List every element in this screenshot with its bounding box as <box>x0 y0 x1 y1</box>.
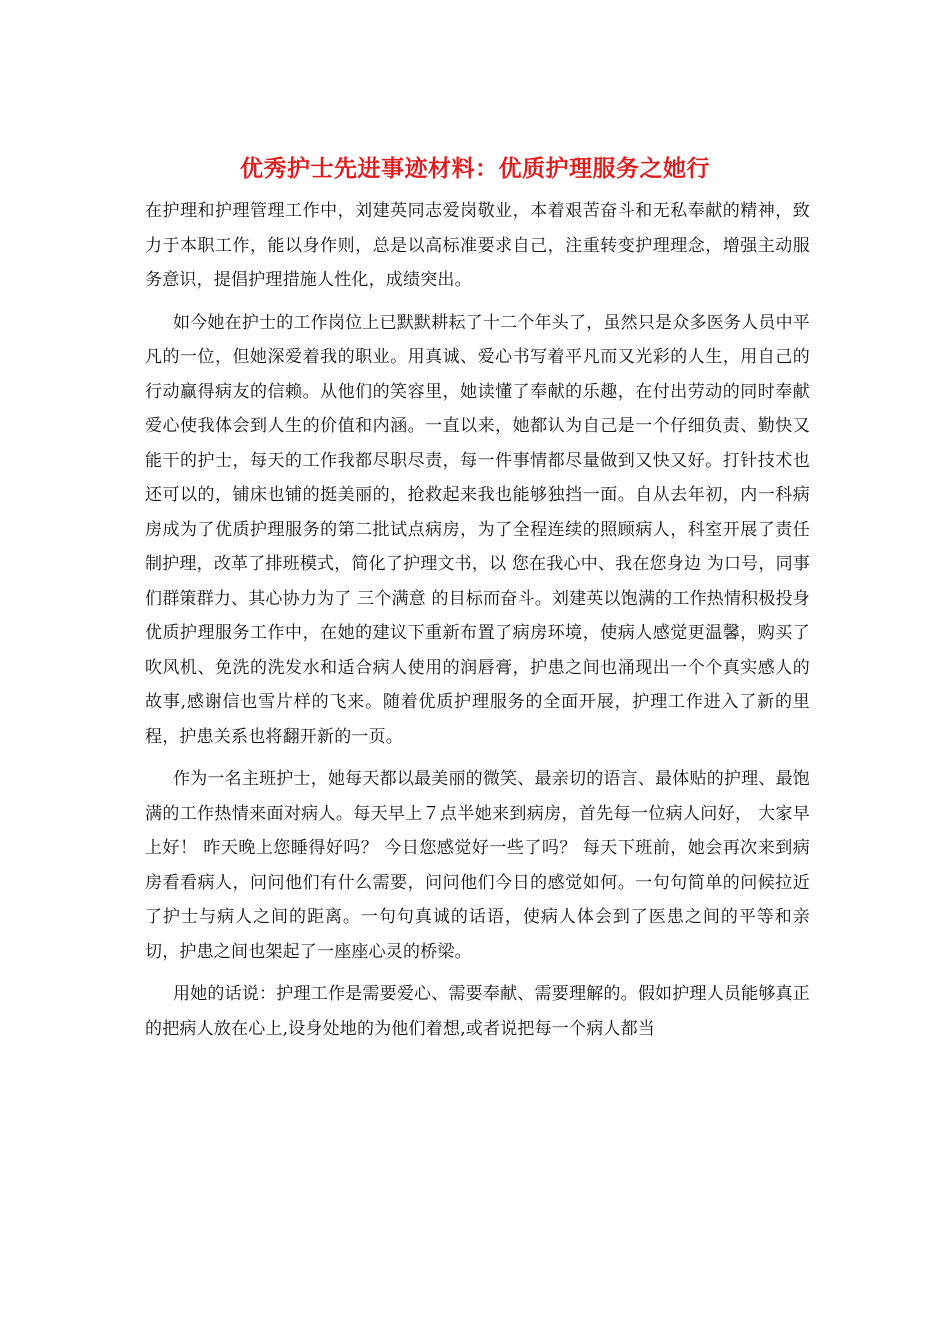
paragraph-career: 如今她在护士的工作岗位上已默默耕耘了十二个年头了，虽然只是众多医务人员中平凡的一位，但她深爱着我的职业。用真诚、爱心书写着平凡而又光彩的人生，用自己的行动赢得病友的信赖。从他们的笑容里，她读懂了奉献的乐趣，在付出劳动的同时奉献爱心使我体会到人生的价值和内涵。一直以来，她都认为自己是一个仔细负责、勤快又能干的护士，每天的工作我都尽职尽责，每一件事情都尽量做到又快又好。打针技术也还可以的，铺床也铺的挺美丽的，抢救起来我也能够独挡一面。自从去年初，内一科病房成为了优质护理服务的第二批试点病房，为了全程连续的照顾病人，科室开展了责任制护理，改革了排班模式，简化了护理文书，以 您在我心中、我在您身边 为口号，同事们群策群力、其心协力为了 三个满意 的目标而奋斗。刘建英以饱满的工作热情积极投身优质护理服务工作中，在她的建议下重新布置了病房环境，使病人感觉更温馨，购买了吹风机、免洗的洗发水和适合病人使用的润唇膏，护患之间也涌现出一个个真实感人的故事,感谢信也雪片样的飞来。随着优质护理服务的全面开展，护理工作进入了新的里程，护患关系也将翻开新的一页。 <box>145 312 810 747</box>
paragraph-daily-care: 作为一名主班护士，她每天都以最美丽的微笑、最亲切的语言、最体贴的护理、最饱满的工作热情来面对病人。每天早上７点半她来到病房，首先每一位病人问好， 大家早上好！ 昨天晚上您睡得好吗？ 今日您感觉好一些了吗？ 每天下班前，她会再次来到病房看看病人，问问他们有什么需要，问问他们今日的感觉如何。一句句简单的问候拉近了护士与病人之间的距离。一句句真诚的话语，使病人体会到了医患之间的平等和亲切，护患之间也架起了一座座心灵的桥梁。 <box>145 769 810 962</box>
document-body <box>145 194 810 1054</box>
paragraph-intro: 在护理和护理管理工作中，刘建英同志爱岗敬业，本着艰苦奋斗和无私奉献的精神，致力于本职工作，能以身作则，总是以高标准要求自己，注重转变护理理念，增强主动服务意识，提倡护理措施人性化，成绩突出。 <box>145 201 810 290</box>
paragraph-quote: 用她的话说：护理工作是需要爱心、需要奉献、需要理解的。假如护理人员能够真正的把病人放在心上,设身处地的为他们着想,或者说把每一个病人都当 <box>145 984 810 1039</box>
document-title: 优秀护士先进事迹材料：优质护理服务之她行 <box>240 155 710 182</box>
